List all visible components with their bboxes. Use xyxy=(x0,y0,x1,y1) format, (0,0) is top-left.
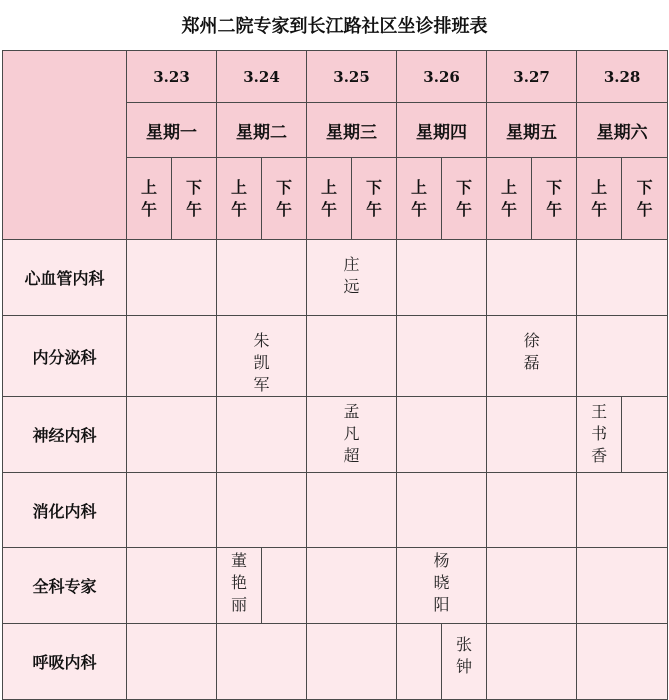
am-header: 上 午 xyxy=(397,158,442,240)
schedule-cell xyxy=(487,624,577,700)
department-label: 呼吸内科 xyxy=(3,624,127,700)
am-header: 上 午 xyxy=(217,158,262,240)
weekday-header: 星期四 xyxy=(397,103,487,158)
schedule-cell xyxy=(127,240,217,316)
date-header: 3.23 xyxy=(127,51,217,103)
page-title: 郑州二院专家到长江路社区坐诊排班表 xyxy=(181,16,488,37)
weekday-header: 星期二 xyxy=(217,103,307,158)
date-header: 3.25 xyxy=(307,51,397,103)
doctor-cell: 孟 凡 超 xyxy=(307,397,397,473)
schedule-cell xyxy=(307,548,397,624)
pm-header: 下 午 xyxy=(532,158,577,240)
weekday-header: 星期六 xyxy=(577,103,668,158)
date-header: 3.24 xyxy=(217,51,307,103)
doctor-cell: 徐 磊 xyxy=(487,316,577,397)
schedule-table xyxy=(2,50,668,700)
schedule-cell xyxy=(217,473,307,548)
doctor-cell: 杨 晓 阳 xyxy=(397,548,487,624)
schedule-cell xyxy=(217,624,307,700)
department-label: 心血管内科 xyxy=(3,240,127,316)
department-label: 内分泌科 xyxy=(3,316,127,397)
corner-cell xyxy=(3,51,127,240)
schedule-cell xyxy=(487,240,577,316)
doctor-cell: 王 书 香 xyxy=(577,397,622,473)
schedule-cell xyxy=(127,624,217,700)
pm-header: 下 午 xyxy=(262,158,307,240)
schedule-cell xyxy=(577,624,668,700)
schedule-cell xyxy=(577,316,668,397)
schedule-cell xyxy=(127,473,217,548)
schedule-cell xyxy=(127,397,217,473)
schedule-cell xyxy=(397,316,487,397)
schedule-cell xyxy=(307,624,397,700)
doctor-cell: 张 钟 xyxy=(442,624,487,700)
pm-header: 下 午 xyxy=(622,158,668,240)
schedule-cell xyxy=(217,397,307,473)
date-header: 3.26 xyxy=(397,51,487,103)
doctor-cell: 朱 凯 军 xyxy=(217,316,307,397)
weekday-header: 星期三 xyxy=(307,103,397,158)
pm-header: 下 午 xyxy=(442,158,487,240)
schedule-cell xyxy=(577,473,668,548)
schedule-cell xyxy=(622,397,668,473)
am-header: 上 午 xyxy=(307,158,352,240)
schedule-cell xyxy=(397,240,487,316)
pm-header: 下 午 xyxy=(352,158,397,240)
department-label: 消化内科 xyxy=(3,473,127,548)
schedule-cell xyxy=(127,548,217,624)
schedule-cell xyxy=(577,240,668,316)
schedule-cell xyxy=(307,473,397,548)
schedule-cell xyxy=(397,624,442,700)
schedule-cell xyxy=(127,316,217,397)
doctor-cell: 董 艳 丽 xyxy=(217,548,262,624)
schedule-cell xyxy=(487,397,577,473)
weekday-header: 星期一 xyxy=(127,103,217,158)
schedule-cell xyxy=(397,473,487,548)
schedule-cell xyxy=(217,240,307,316)
department-label: 全科专家 xyxy=(3,548,127,624)
doctor-cell: 庄 远 xyxy=(307,240,397,316)
am-header: 上 午 xyxy=(577,158,622,240)
department-label: 神经内科 xyxy=(3,397,127,473)
am-header: 上 午 xyxy=(127,158,172,240)
date-header: 3.27 xyxy=(487,51,577,103)
schedule-cell xyxy=(397,397,487,473)
schedule-cell xyxy=(487,548,577,624)
schedule-cell xyxy=(307,316,397,397)
schedule-cell xyxy=(262,548,307,624)
weekday-header: 星期五 xyxy=(487,103,577,158)
schedule-cell xyxy=(487,473,577,548)
date-header: 3.28 xyxy=(577,51,668,103)
schedule-cell xyxy=(577,548,668,624)
pm-header: 下 午 xyxy=(172,158,217,240)
am-header: 上 午 xyxy=(487,158,532,240)
